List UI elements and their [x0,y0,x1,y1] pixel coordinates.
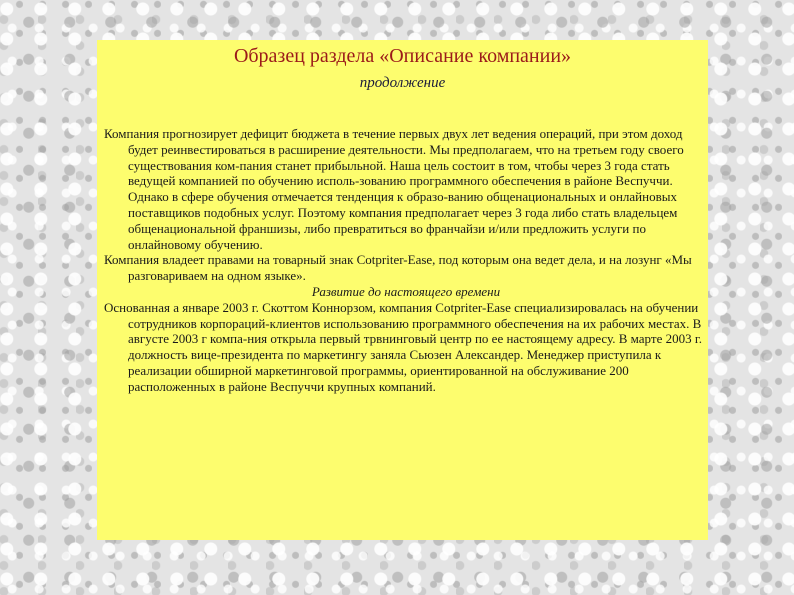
slide-title: Образец раздела «Описание компании» [233,45,572,67]
paragraph-history: Основанная а январе 2003 г. Скоттом Коннорзом, компания Cotpriter-Ease специализировалась на обучении сотрудников корпораций-клиентов использованию программного обеспечения на их рабочих местах. В августе 2003 г компа-ния открыла первый трвнинговый центр по ее настоящему адресу. В марте 2003 г. должность вице-президента по маркетингу заняла Сьюзен Александер. Менеджер приступила к реализации обширной маркетинговой программы, ориентированной на обслуживание 200 расположенных в районе Веспуччи крупных компаний. [104,299,702,394]
slide-body [104,126,708,395]
paragraph-trademark: Компания владеет правами на товарный знак Cotpriter-Ease, под которым она ведет дела, и на лозунг «Мы разговариваем на одном языке». [104,252,692,284]
slide-subtitle: продолжение [359,75,446,91]
section-heading: Развитие до настоящего времени [311,283,501,299]
paragraph-budget: Компания прогнозирует дефицит бюджета в течение первых двух лет ведения операций, при этом доход будет реинвестироваться в расширение деятельности. Мы предполагаем, что на третьем году своего существования ком-пания станет прибыльной. Наша цель состоит в том, чтобы через 3 года стать ведущей компанией по обучению исполь-зованию программного обеспечения в районе Веспуччи. Однако в сфере обучения отмечается тенденция к образо-ванию общенациональных и онлайновых поставщиков подобных услуг. Поэтому компания предполагает через 3 года либо стать владельцем общенациональной франшизы, либо превратиться во франчайзи и/или предложить услуги по онлайновому обучению. [104,126,684,252]
slide-panel [97,40,708,540]
